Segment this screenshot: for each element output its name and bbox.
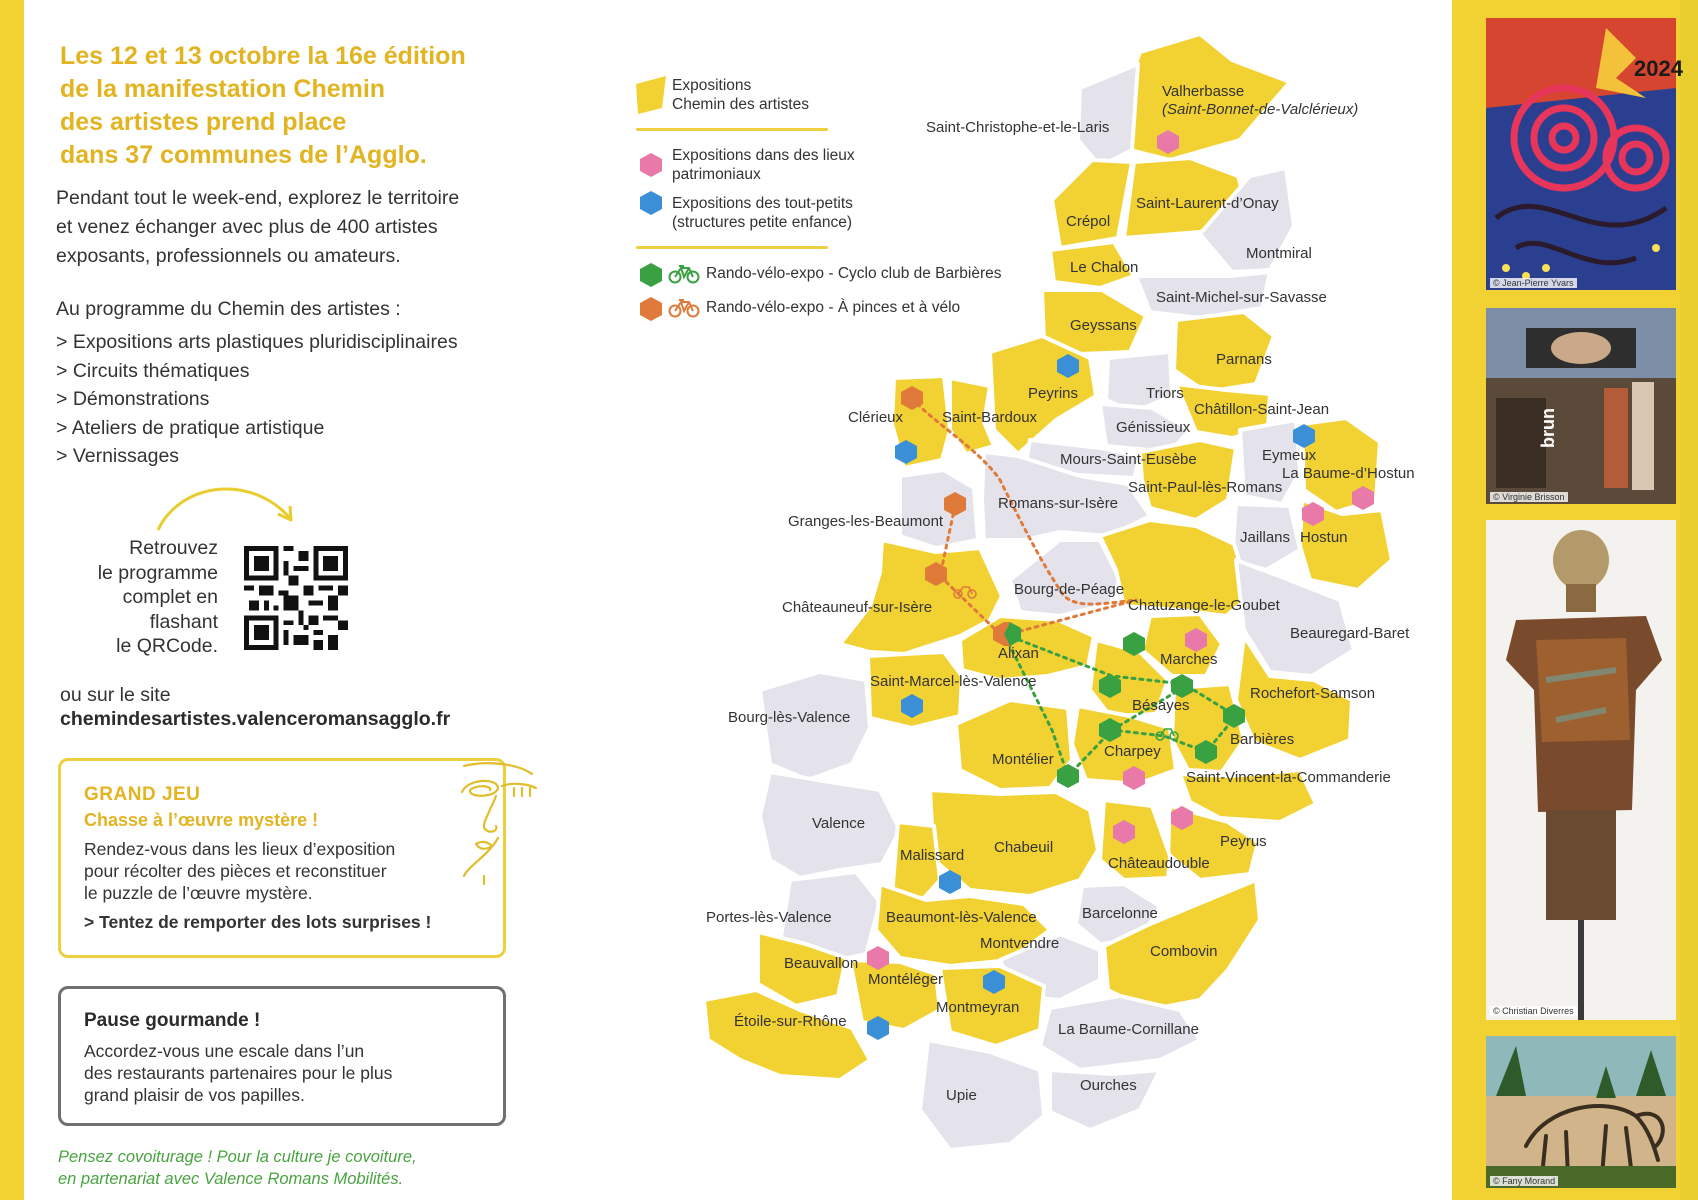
commune-st-christophe [1078, 64, 1138, 166]
artwork-photo-diverres [1486, 520, 1676, 1020]
label-beauvallon: Beauvallon [784, 955, 859, 972]
label-eymeux: Eymeux [1262, 447, 1317, 464]
grand-jeu-title: GRAND JEU [84, 784, 201, 805]
label-barbieres: Barbières [1230, 731, 1295, 748]
commune-bourg-les-valence [760, 672, 870, 780]
label-montelier: Montélier [992, 751, 1054, 768]
label-monteleger: Montéléger [868, 971, 944, 988]
label-genissieux: Génissieux [1116, 419, 1191, 436]
label-combovin: Combovin [1150, 943, 1218, 960]
photo-credit: © Jean-Pierre Yvars [1490, 278, 1577, 288]
artwork-photo-brisson [1486, 308, 1676, 504]
label-st-bonnet: (Saint-Bonnet-de-Valclérieux) [1162, 101, 1359, 118]
label-chateauneuf: Châteauneuf-sur-Isère [782, 599, 933, 616]
label-st-michel: Saint-Michel-sur-Savasse [1156, 289, 1327, 306]
label-ourches: Ourches [1080, 1077, 1137, 1094]
label-besayes: Bésayes [1132, 697, 1190, 714]
program-item: > Démonstrations [56, 385, 458, 414]
label-peyrins: Peyrins [1028, 385, 1079, 402]
label-baume-hostun: La Baume-d’Hostun [1282, 465, 1415, 482]
label-charpey: Charpey [1104, 743, 1161, 760]
photo-brun-text: brun [1538, 408, 1558, 448]
label-bourg-de-peage: Bourg-de-Péage [1014, 581, 1125, 598]
grand-jeu-subtitle: Chasse à l’œuvre mystère ! [84, 810, 319, 830]
label-bourg-les-valence: Bourg-lès-Valence [728, 709, 851, 726]
label-alixan: Alixan [998, 645, 1039, 662]
label-rochefort: Rochefort-Samson [1250, 685, 1376, 702]
label-crepol: Crépol [1066, 213, 1111, 230]
pause-title: Pause gourmande ! [84, 1010, 261, 1031]
covoiturage-note: Pensez covoiturage ! Pour la culture je covoiture, en partenariat avec Valence Romans Mobilités. [58, 1148, 417, 1188]
label-mours: Mours-Saint-Eusèbe [1060, 451, 1197, 468]
label-st-paul: Saint-Paul-lès-Romans [1128, 479, 1283, 496]
label-etoile: Étoile-sur-Rhône [734, 1013, 847, 1030]
grand-jeu-cta: > Tentez de remporter des lots surprises ! [84, 912, 432, 932]
qr-prompt: Retrouvez le programme complet en flashant le QRCode. [97, 537, 218, 657]
commune-bourg-de-peage [1010, 540, 1120, 616]
site-url-link[interactable]: chemindesartistes.valenceromansagglo.fr [60, 708, 451, 730]
label-chateaudouble: Châteaudouble [1108, 855, 1210, 872]
label-geyssans: Geyssans [1070, 317, 1137, 334]
label-parnans: Parnans [1216, 351, 1272, 368]
label-chabeuil: Chabeuil [994, 839, 1054, 856]
artwork-photo-yvars [1486, 18, 1683, 290]
legend-expositions: Expositions Chemin des artistes [672, 77, 809, 113]
label-jaillans: Jaillans [1240, 529, 1291, 546]
label-valence: Valence [812, 815, 866, 832]
intro-text: Pendant tout le week-end, explorez le territoire et venez échanger avec plus de 400 artistes exposants, professionnels ou amateurs. [56, 187, 460, 267]
label-le-chalon: Le Chalon [1070, 259, 1139, 276]
label-barcelonne: Barcelonne [1082, 905, 1158, 922]
pause-text: Accordez-vous une escale dans l’un des restaurants partenaires pour le plus grand plaisir de vos papilles. [84, 1041, 393, 1105]
label-montmeyran: Montmeyran [936, 999, 1020, 1016]
commune-crepol [1052, 160, 1132, 248]
label-st-vincent: Saint-Vincent-la-Commanderie [1186, 769, 1391, 786]
legend-tout-petits: Expositions des tout-petits (structures petite enfance) [672, 195, 853, 231]
label-st-marcel: Saint-Marcel-lès-Valence [870, 673, 1037, 690]
photo-credit: © Fany Morand [1490, 1176, 1558, 1186]
label-hostun: Hostun [1300, 529, 1348, 546]
artwork-photo-morand [1486, 1036, 1676, 1188]
label-marches: Marches [1160, 651, 1218, 668]
commune-granges [900, 470, 978, 548]
commune-etoile [704, 990, 870, 1080]
grand-jeu-text: Rendez-vous dans les lieux d’exposition pour récolter des pièces et reconstituer le puzzle de l’œuvre mystère. [84, 839, 396, 903]
right-edge-strip [1680, 0, 1698, 1200]
label-granges: Granges-les-Beaumont [788, 513, 944, 530]
program-item: > Circuits thématiques [56, 357, 458, 386]
legend-a-pinces: Rando-vélo-expo - À pinces et à vélo [706, 299, 961, 316]
label-chatuzange: Chatuzange-le-Goubet [1128, 597, 1280, 614]
label-baume-cornillane: La Baume-Cornillane [1058, 1021, 1199, 1038]
label-valherbasse: Valherbasse [1162, 83, 1245, 100]
label-beaumont: Beaumont-lès-Valence [886, 909, 1037, 926]
photo-credit: © Virginie Brisson [1490, 492, 1568, 502]
photo-year-text: 2024 [1634, 56, 1683, 81]
label-peyrus: Peyrus [1220, 833, 1267, 850]
site-lead: ou sur le site [60, 684, 171, 706]
commune-triors [1106, 352, 1172, 412]
commune-montelier [956, 700, 1072, 790]
label-montvendre: Montvendre [980, 935, 1060, 952]
commune-st-marcel [868, 652, 962, 728]
label-portes: Portes-lès-Valence [706, 909, 832, 926]
legend-patrimoniaux: Expositions dans des lieux patrimoniaux [672, 147, 855, 183]
label-st-christophe: Saint-Christophe-et-le-Laris [926, 119, 1110, 136]
label-st-bardoux: Saint-Bardoux [942, 409, 1038, 426]
label-montmiral: Montmiral [1246, 245, 1312, 262]
program-title: Au programme du Chemin des artistes : [56, 298, 401, 320]
commune-upie [920, 1040, 1044, 1150]
program-item: > Ateliers de pratique artistique [56, 414, 458, 443]
legend-cyclo-club: Rando-vélo-expo - Cyclo club de Barbières [706, 265, 1002, 282]
program-item: > Vernissages [56, 442, 458, 471]
label-beauregard: Beauregard-Baret [1290, 625, 1410, 642]
headline: Les 12 et 13 octobre la 16e édition de la manifestation Chemin des artistes prend place dans 37 communes de l’Agglo. [60, 42, 466, 169]
label-triors: Triors [1146, 385, 1184, 402]
label-malissard: Malissard [900, 847, 965, 864]
label-upie: Upie [946, 1087, 977, 1104]
program-item: > Expositions arts plastiques pluridisciplinaires [56, 328, 458, 357]
label-romans: Romans-sur-Isère [998, 495, 1119, 512]
label-chatillon: Châtillon-Saint-Jean [1194, 401, 1330, 418]
label-st-laurent: Saint-Laurent-d’Onay [1136, 195, 1279, 212]
photo-credit: © Christian Diverres [1490, 1006, 1577, 1016]
label-clerieux: Clérieux [848, 409, 904, 426]
